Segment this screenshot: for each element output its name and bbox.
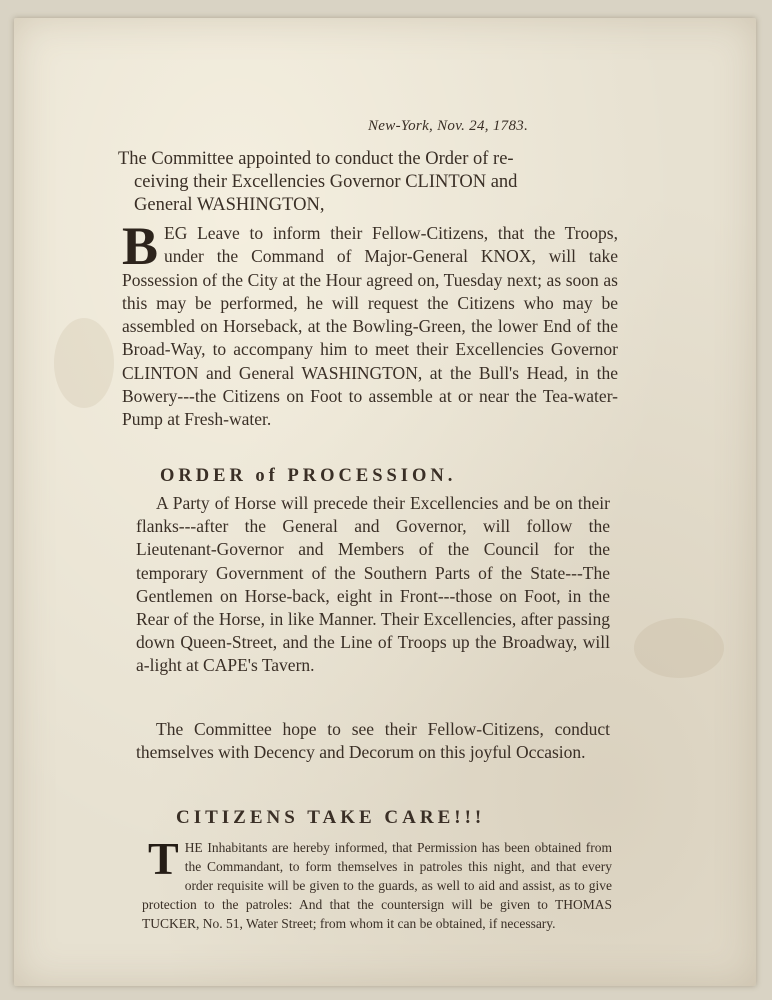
paper-stain <box>634 618 724 678</box>
procession-paragraph <box>136 492 610 678</box>
paper-stain <box>54 318 114 408</box>
committee-line-2: ceiving their Excellencies Governor CLINTON and <box>134 172 518 192</box>
committee-heading <box>118 148 628 217</box>
drop-cap-letter-2: T <box>148 833 179 884</box>
committee-line-3: General WASHINGTON, <box>134 195 325 215</box>
announcement-paragraph <box>122 216 618 432</box>
procession-text: A Party of Horse will precede their Excellencies and be on their flanks---after the General and Governor, will follow the Lieutenant-Governor and Members of the Council for the temporary Government of the Southern Parts of the State---The Gentlemen on Horse-back, eight in Front---those on Foot, in the Rear of the Horse, in like Manner. Their Excellencies, after passing down Queen-Street, and the Line of Troops up the Broadway, will a-light at CAPE's Tavern. <box>136 493 610 676</box>
order-of-procession-heading: ORDER of PROCESSION. <box>160 466 457 486</box>
citizens-take-care-heading: CITIZENS TAKE CARE!!! <box>176 807 486 828</box>
announcement-text: EG Leave to inform their Fellow-Citizens, that the Troops, under the Command of Major-General KNOX, will take Possession of the City at the Hour agreed on, Tuesday next; as soon as this may be performed, he will request the Citizens who may be assembled on Horseback, at the Bowling-Green, the lower End of the Broad-Way, to accompany him to meet their Excellencies Governor CLINTON and General WASHINGTON, at the Bull's Head, in the Bowery---the Citizens on Foot to assemble at or near the Tea-water-Pump at Fresh-water. <box>122 223 618 430</box>
date-line: New-York, Nov. 24, 1783. <box>368 118 529 134</box>
drop-cap-letter: B <box>122 216 159 276</box>
committee-hope-text: The Committee hope to see their Fellow-Citizens, conduct themselves with Decency and Decorum on this joyful Occasion. <box>136 718 610 762</box>
committee-hope-paragraph <box>136 700 610 781</box>
inhabitants-paragraph <box>142 833 612 933</box>
committee-line-1: The Committee appointed to conduct the Order of re- <box>118 149 514 169</box>
inhabitants-text: HE Inhabitants are hereby informed, that Permission has been obtained from the Commandant, to form themselves in patroles this night, and that every order requisite will be given to the guards, as well to aid and assist, as to give protection to the patroles: And that the countersign will be given to THOMAS TUCKER, No. 51, Water Street; from whom it can be obtained, if necessary. <box>142 840 612 931</box>
